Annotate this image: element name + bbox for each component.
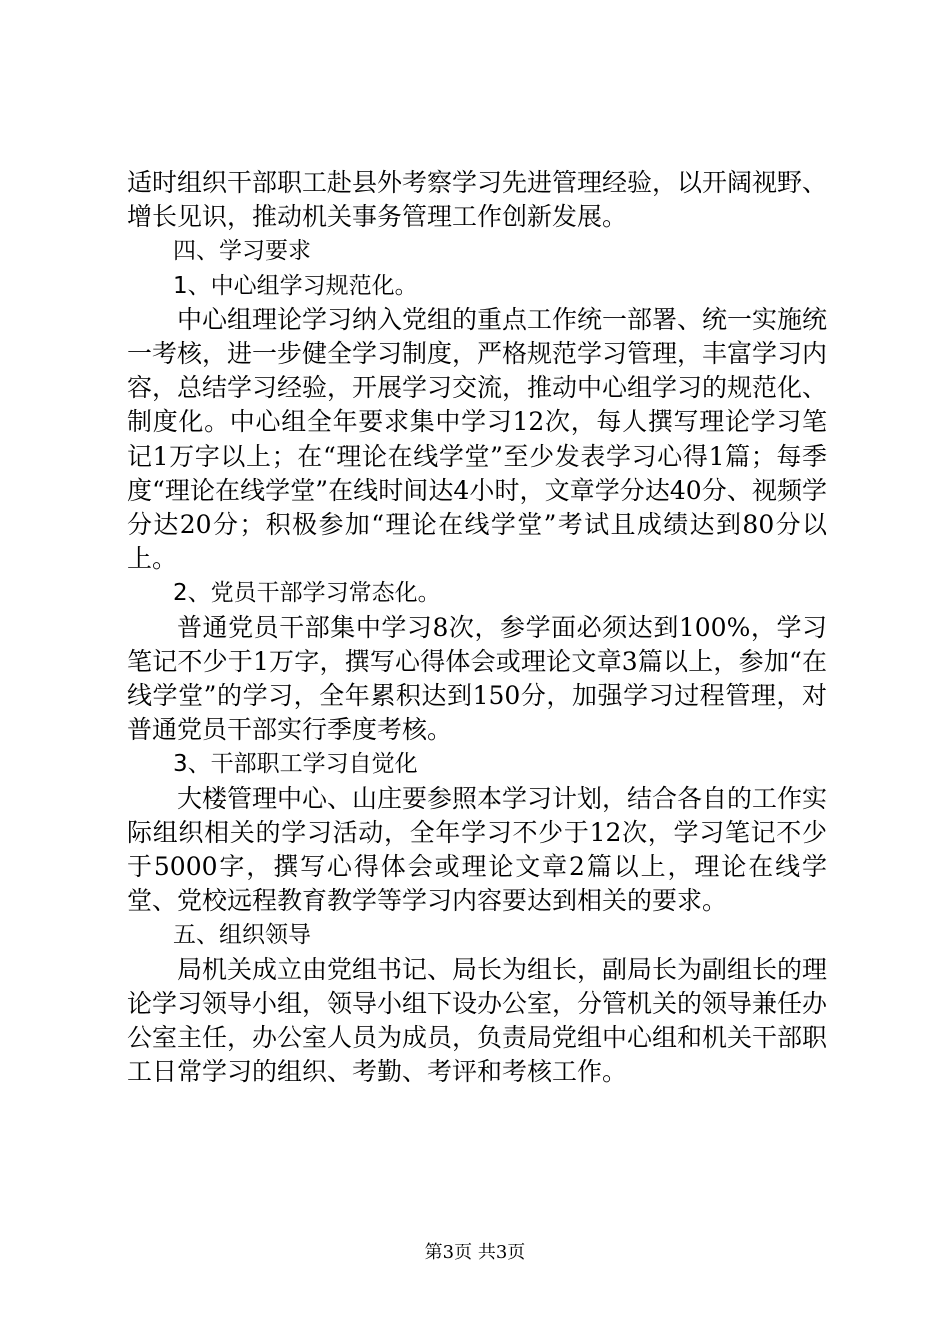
subheading-staff: 3、干部职工学习自觉化 — [173, 751, 418, 778]
paragraph-party-members: 普通党员干部集中学习8次，参学面必须达到100%，学习笔记不少于1万字，撰写心得体会或理论文章3篇以上，参加“在线学堂”的学习，全年累积达到150分，加强学习过程管理，对普通党员干部实行季度考核。 — [127, 612, 827, 745]
paragraph-staff: 大楼管理中心、山庄要参照本学习计划，结合各自的工作实际组织相关的学习活动，全年学习不少于12次，学习笔记不少于5000字，撰写心得体会或理论文章2篇以上，理论在线学堂、党校远程教育教学等学习内容要达到相关的要求。 — [127, 783, 828, 916]
section-heading-leadership: 五、组织领导 — [173, 922, 311, 949]
section-heading-study-requirements: 四、学习要求 — [173, 238, 311, 265]
page-number-footer: 第3页 共3页 — [424, 1242, 526, 1263]
paragraph-central-group: 中心组理论学习纳入党组的重点工作统一部署、统一实施统一考核，进一步健全学习制度，严格规范学习管理，丰富学习内容，总结学习经验，开展学习交流，推动中心组学习的规范化、制度化。中心组全年要求集中学习12次，每人撰写理论学习笔记1万字以上；在“理论在线学堂”至少发表学习心得1篇；每季度“理论在线学堂”在线时间达4小时，文章学分达40分、视频学分达20分；积极参加“理论在线学堂”考试且成绩达到80分以上。 — [127, 304, 828, 574]
paragraph-intro: 适时组织干部职工赴县外考察学习先进管理经验，以开阔视野、增长见识，推动机关事务管理工作创新发展。 — [127, 168, 828, 232]
document-body — [127, 166, 827, 1089]
subheading-party-members: 2、党员干部学习常态化。 — [173, 580, 441, 607]
paragraph-leadership: 局机关成立由党组书记、局长为组长，副局长为副组长的理论学习领导小组，领导小组下设办公室，分管机关的领导兼任办公室主任，办公室人员为成员，负责局党组中心组和机关干部职工日常学习的组织、考勤、考评和考核工作。 — [127, 954, 828, 1087]
subheading-central-group: 1、中心组学习规范化。 — [173, 272, 418, 299]
